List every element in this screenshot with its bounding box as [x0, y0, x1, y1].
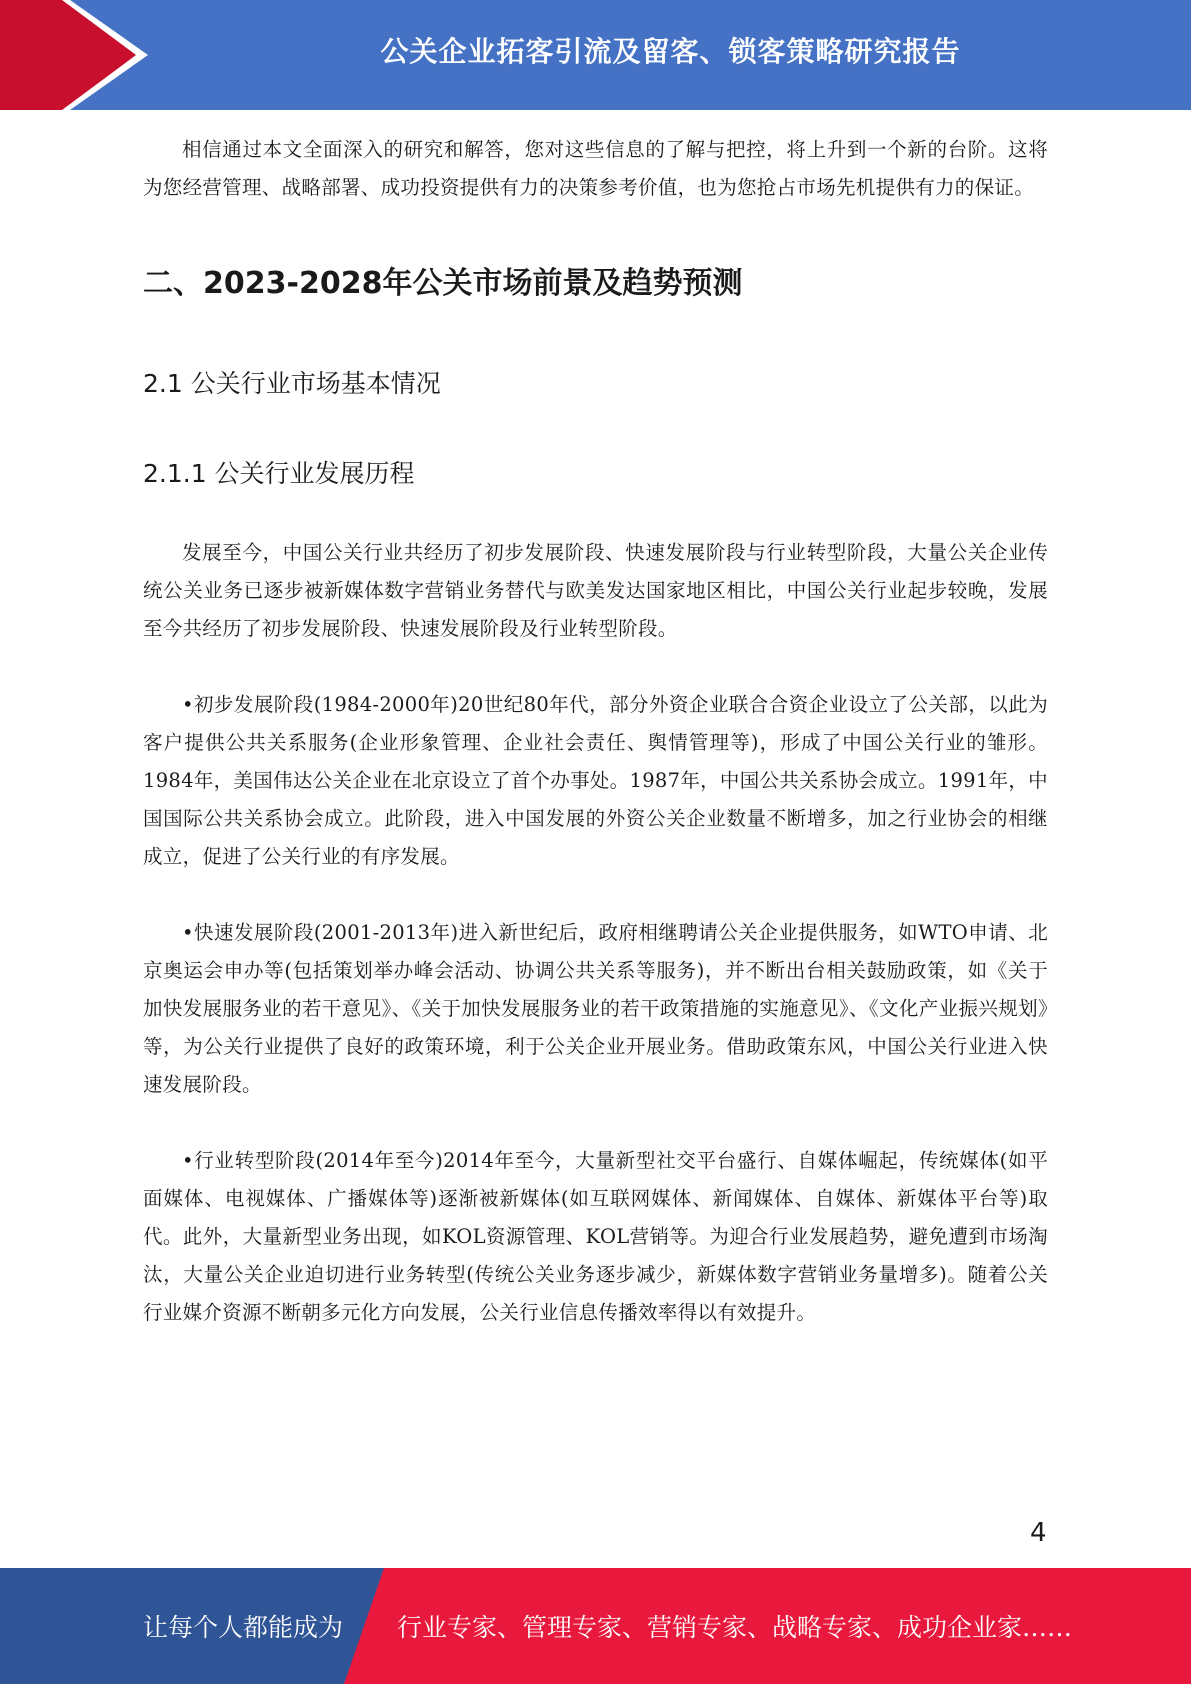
page-header: [0, 0, 1191, 110]
footer-slogan-right: 行业专家、管理专家、营销专家、战略专家、成功企业家……: [397, 1613, 1073, 1642]
subsubsection-heading: 2.1.1 公关行业发展历程: [143, 459, 415, 488]
header-title: 公关企业拓客引流及留客、锁客策略研究报告: [380, 35, 961, 68]
section-heading: 二、2023-2028年公关市场前景及趋势预测: [143, 266, 743, 301]
body-paragraph-stage-rapid: •快速发展阶段(2001-2013年)进入新世纪后，政府相继聘请公关企业提供服务，如WTO申请、北京奥运会申办等(包括策划举办峰会活动、协调公共关系等服务)，并不断出台相关鼓励政策，如《关于加快发展服务业的若干意见》、《关于加快发展服务业的若干政策措施的实施意见》、《文化产业振兴规划》等，为公关行业提供了良好的政策环境，利于公关企业开展业务。借助政策东风，中国公关行业进入快速发展阶段。: [143, 921, 1048, 1096]
body-paragraph-stage-transition: •行业转型阶段(2014年至今)2014年至今，大量新型社交平台盛行、自媒体崛起，传统媒体(如平面媒体、电视媒体、广播媒体等)逐渐被新媒体(如互联网媒体、新闻媒体、自媒体、新媒体平台等)取代。此外，大量新型业务出现，如KOL资源管理、KOL营销等。为迎合行业发展趋势，避免遭到市场淘汰，大量公关企业迫切进行业务转型(传统公关业务逐步减少，新媒体数字营销业务量增多)。随着公关行业媒介资源不断朝多元化方向发展，公关行业信息传播效率得以有效提升。: [143, 1149, 1048, 1324]
page-content: [143, 131, 1048, 1332]
body-paragraph-stage-initial: •初步发展阶段(1984-2000年)20世纪80年代，部分外资企业联合合资企业设立了公关部，以此为客户提供公共关系服务(企业形象管理、企业社会责任、舆情管理等)，形成了中国公关行业的雏形。1984年，美国伟达公关企业在北京设立了首个办事处。1987年，中国公共关系协会成立。1991年，中国国际公共关系协会成立。此阶段，进入中国发展的外资公关企业数量不断增多，加之行业协会的相继成立，促进了公关行业的有序发展。: [143, 693, 1048, 868]
page-number: 4: [1030, 1518, 1047, 1548]
subsection-heading: 2.1 公关行业市场基本情况: [143, 369, 441, 398]
footer-slogan-left: 让每个人都能成为: [143, 1613, 344, 1642]
intro-paragraph: 相信通过本文全面深入的研究和解答，您对这些信息的了解与把控，将上升到一个新的台阶。这将为您经营管理、战略部署、成功投资提供有力的决策参考价值，也为您抢占市场先机提供有力的保证。: [143, 138, 1048, 199]
page-footer: [0, 1568, 1191, 1684]
body-paragraph-overview: 发展至今，中国公关行业共经历了初步发展阶段、快速发展阶段与行业转型阶段，大量公关企业传统公关业务已逐步被新媒体数字营销业务替代与欧美发达国家地区相比，中国公关行业起步较晚，发展至今共经历了初步发展阶段、快速发展阶段及行业转型阶段。: [143, 541, 1048, 640]
